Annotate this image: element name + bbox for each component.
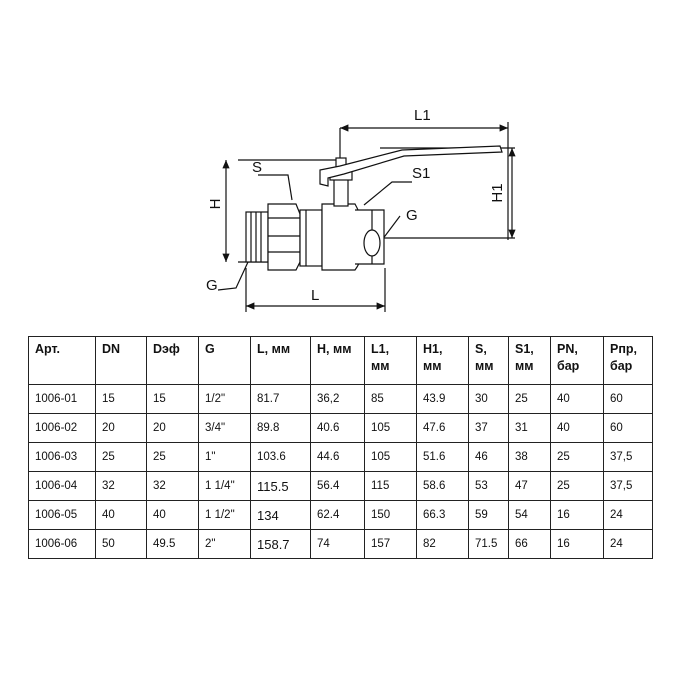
- table-cell: 1006-02: [29, 414, 96, 443]
- table-cell: 25: [509, 385, 551, 414]
- label-G-left: G: [206, 277, 218, 294]
- column-header: [365, 337, 417, 385]
- table-cell: 150: [365, 501, 417, 530]
- label-S1: S1: [412, 165, 431, 182]
- table-cell: 1": [199, 443, 251, 472]
- label-L1: L1: [414, 107, 431, 124]
- table-cell: 60: [604, 385, 653, 414]
- table-cell: 37,5: [604, 443, 653, 472]
- table-cell: 37: [469, 414, 509, 443]
- column-header-text: мм: [423, 359, 442, 373]
- table-cell: 40: [551, 385, 604, 414]
- column-header: [604, 337, 653, 385]
- table-cell: 1006-06: [29, 530, 96, 559]
- column-header-text: Арт.: [35, 342, 60, 356]
- table-cell: 54: [509, 501, 551, 530]
- table-cell: 1006-01: [29, 385, 96, 414]
- column-header-text: S,: [475, 342, 487, 356]
- table-cell: 20: [147, 414, 199, 443]
- column-header-text: L, мм: [257, 342, 291, 356]
- table-cell: 40.6: [311, 414, 365, 443]
- table-cell: 40: [96, 501, 147, 530]
- table-cell: 1 1/4": [199, 472, 251, 501]
- table-cell: 103.6: [251, 443, 311, 472]
- table-row: [29, 501, 653, 530]
- table-cell: 1 1/2": [199, 501, 251, 530]
- table-cell: 16: [551, 530, 604, 559]
- table-cell: 44.6: [311, 443, 365, 472]
- table-cell: 1006-03: [29, 443, 96, 472]
- column-header: [469, 337, 509, 385]
- table-cell: 46: [469, 443, 509, 472]
- label-G-right: G: [406, 207, 418, 224]
- table-cell: 1006-04: [29, 472, 96, 501]
- table-cell: 66: [509, 530, 551, 559]
- table-cell: 25: [96, 443, 147, 472]
- table-cell: 49.5: [147, 530, 199, 559]
- table-cell: 30: [469, 385, 509, 414]
- table-cell: 89.8: [251, 414, 311, 443]
- column-header-text: бар: [610, 359, 633, 373]
- table-cell: 16: [551, 501, 604, 530]
- column-header-text: G: [205, 342, 215, 356]
- column-header: [417, 337, 469, 385]
- table-cell: 53: [469, 472, 509, 501]
- column-header: [147, 337, 199, 385]
- column-header-text: Dэф: [153, 342, 180, 356]
- table-cell: 37,5: [604, 472, 653, 501]
- label-H1: H1: [489, 183, 506, 203]
- label-L: L: [311, 287, 320, 304]
- column-header: [509, 337, 551, 385]
- label-H: H: [207, 198, 224, 210]
- table-cell: 134: [251, 501, 311, 530]
- column-header-text: мм: [475, 359, 494, 373]
- table-cell: 15: [147, 385, 199, 414]
- table-cell: 32: [96, 472, 147, 501]
- column-header-text: PN,: [557, 342, 578, 356]
- table-cell: 158.7: [251, 530, 311, 559]
- label-S: S: [252, 159, 263, 176]
- column-header-text: DN: [102, 342, 121, 356]
- table-cell: 40: [551, 414, 604, 443]
- table-cell: 51.6: [417, 443, 469, 472]
- column-header-text: H1,: [423, 342, 443, 356]
- table-cell: 38: [509, 443, 551, 472]
- table-cell: 25: [551, 472, 604, 501]
- column-header: [199, 337, 251, 385]
- column-header-text: Рпр,: [610, 342, 637, 356]
- column-header: [29, 337, 96, 385]
- table-cell: 32: [147, 472, 199, 501]
- table-cell: 47: [509, 472, 551, 501]
- specs-table: [28, 336, 653, 559]
- table-cell: 115.5: [251, 472, 311, 501]
- table-cell: 66.3: [417, 501, 469, 530]
- table-cell: 1006-05: [29, 501, 96, 530]
- table-cell: 56.4: [311, 472, 365, 501]
- table-cell: 31: [509, 414, 551, 443]
- table-cell: 25: [551, 443, 604, 472]
- column-header-text: H, мм: [317, 342, 352, 356]
- table-cell: 115: [365, 472, 417, 501]
- valve-drawing: [0, 0, 673, 330]
- table-cell: 62.4: [311, 501, 365, 530]
- table-cell: 3/4": [199, 414, 251, 443]
- table-cell: 40: [147, 501, 199, 530]
- column-header-text: бар: [557, 359, 580, 373]
- table-cell: 81.7: [251, 385, 311, 414]
- table-row: [29, 472, 653, 501]
- table-cell: 85: [365, 385, 417, 414]
- table-cell: 25: [147, 443, 199, 472]
- column-header: [311, 337, 365, 385]
- column-header: [551, 337, 604, 385]
- column-header-text: мм: [515, 359, 534, 373]
- table-cell: 15: [96, 385, 147, 414]
- table-cell: 105: [365, 443, 417, 472]
- table-cell: 60: [604, 414, 653, 443]
- table-cell: 59: [469, 501, 509, 530]
- column-header-text: L1,: [371, 342, 390, 356]
- table-cell: 24: [604, 501, 653, 530]
- table-cell: 157: [365, 530, 417, 559]
- column-header-text: S1,: [515, 342, 534, 356]
- table-cell: 1/2": [199, 385, 251, 414]
- column-header: [251, 337, 311, 385]
- table-cell: 74: [311, 530, 365, 559]
- table-row: [29, 443, 653, 472]
- table-cell: 58.6: [417, 472, 469, 501]
- table-cell: 2": [199, 530, 251, 559]
- table-header-row: [29, 337, 653, 385]
- table-cell: 20: [96, 414, 147, 443]
- table-row: [29, 414, 653, 443]
- table-cell: 47.6: [417, 414, 469, 443]
- table-cell: 105: [365, 414, 417, 443]
- table-cell: 24: [604, 530, 653, 559]
- table-cell: 71.5: [469, 530, 509, 559]
- table-cell: 50: [96, 530, 147, 559]
- column-header-text: мм: [371, 359, 390, 373]
- table-cell: 43.9: [417, 385, 469, 414]
- table-row: [29, 385, 653, 414]
- table-cell: 36,2: [311, 385, 365, 414]
- table-row: [29, 530, 653, 559]
- table-cell: 82: [417, 530, 469, 559]
- column-header: [96, 337, 147, 385]
